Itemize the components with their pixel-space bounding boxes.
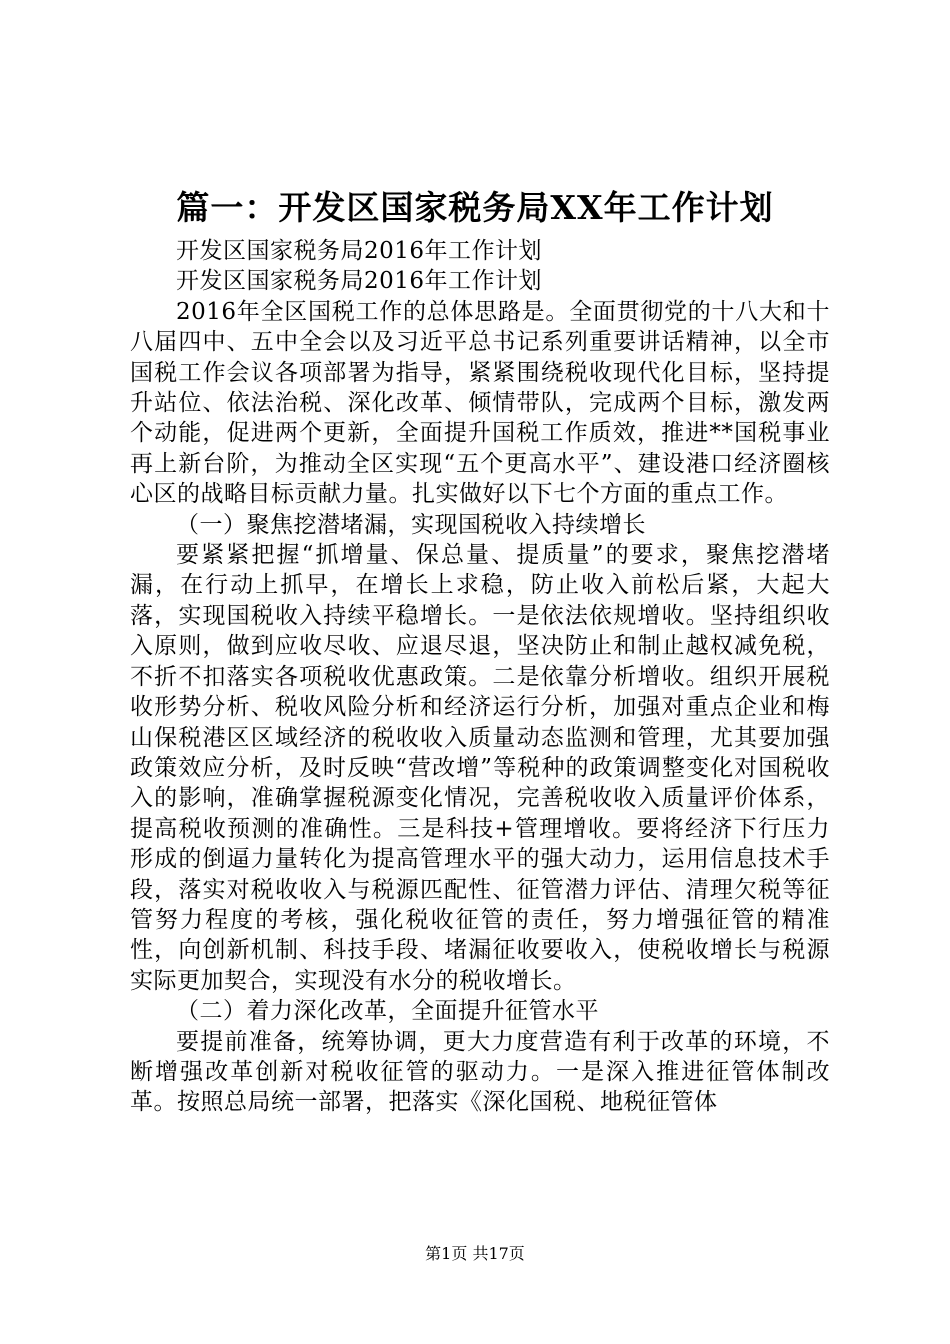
section-heading-2: （二）着力深化改革，全面提升征管水平: [176, 998, 599, 1025]
document-title: 篇一：开发区国家税务局XX年工作计划: [176, 188, 774, 227]
paragraph-section-2: 要提前准备，统筹协调，更大力度营造有利于改革的环境，不断增强改革创新对税收征管的驱动力。一是深入推进征管体制改革。按照总局统一部署，把落实《深化国税、地税征管体: [130, 1028, 830, 1116]
paragraph-overview: 2016年全区国税工作的总体思路是。全面贯彻党的十八大和十八届四中、五中全会以及习近平总书记系列重要讲话精神，以全市国税工作会议各项部署为指导，紧紧围绕税收现代化目标，坚持提升站位、依法治税、深化改革、倾情带队，完成两个目标，激发两个动能，促进两个更新，全面提升国税工作质效，推进**国税事业再上新台阶，为推动全区实现“五个更高水平”、建设港口经济圈核心区的战略目标贡献力量。扎实做好以下七个方面的重点工作。: [130, 298, 830, 508]
paragraph-subtitle-1: 开发区国家税务局2016年工作计划: [176, 238, 543, 264]
page-footer: 第1页 共17页: [425, 1244, 525, 1263]
section-heading-1: （一）聚焦挖潜堵漏，实现国税收入持续增长: [176, 511, 646, 538]
document-body: [130, 236, 830, 1118]
paragraph-subtitle-2: 开发区国家税务局2016年工作计划: [176, 268, 543, 295]
paragraph-section-1: 要紧紧把握“抓增量、保总量、提质量”的要求，聚焦挖潜堵漏，在行动上抓早，在增长上求稳，防止收入前松后紧，大起大落，实现国税收入持续平稳增长。一是依法依规增收。坚持组织收入原则，做到应收尽收、应退尽退，坚决防止和制止越权减免税，不折不扣落实各项税收优惠政策。二是依靠分析增收。组织开展税收形势分析、税收风险分析和经济运行分析，加强对重点企业和梅山保税港区区域经济的税收收入质量动态监测和管理，尤其要加强政策效应分析，及时反映“营改增”等税种的政策调整变化对国税收入的影响，准确掌握税源变化情况，完善税收收入质量评价体系，提高税收预测的准确性。三是科技+管理增收。要将经济下行压力形成的倒逼力量转化为提高管理水平的强大动力，运用信息技术手段，落实对税收收入与税源匹配性、征管潜力评估、清理欠税等征管努力程度的考核，强化税收征管的责任，努力增强征管的精准性，向创新机制、科技手段、堵漏征收要收入，使税收增长与税源实际更加契合，实现没有水分的税收增长。: [130, 542, 830, 994]
